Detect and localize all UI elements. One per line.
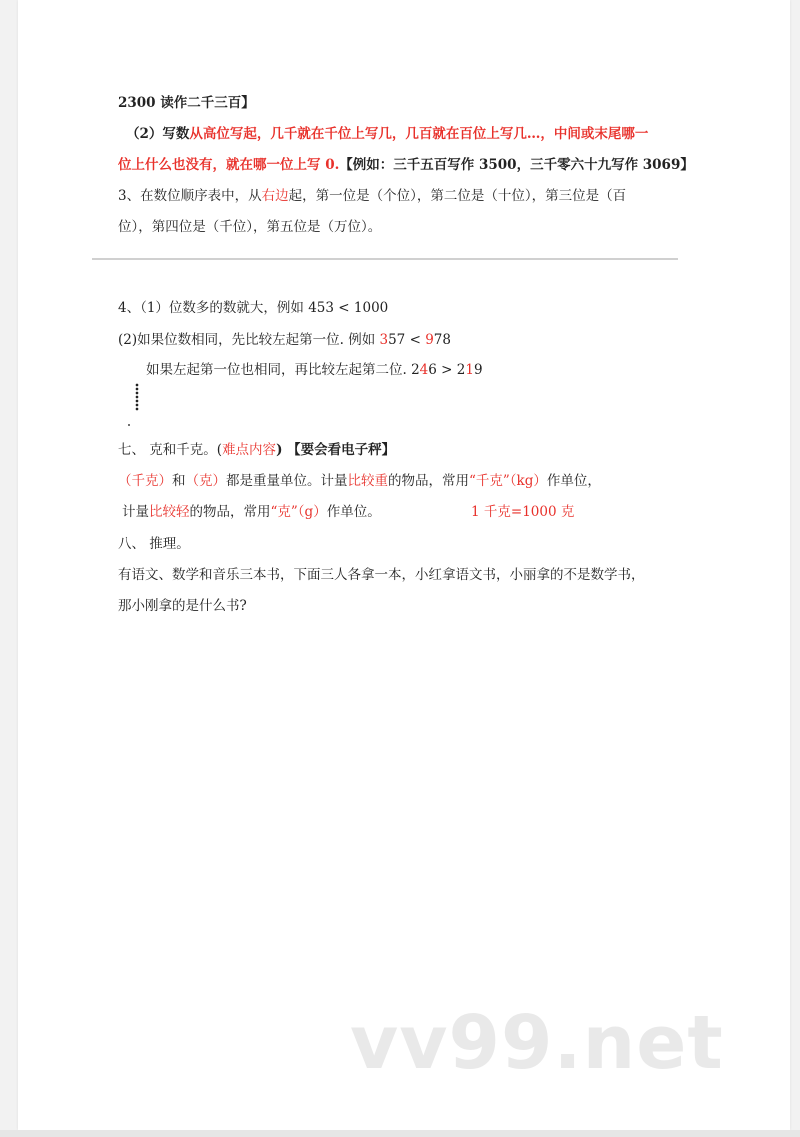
stray-dot bbox=[128, 424, 130, 426]
section-7-heading: 七、 克和千克。(难点内容) 【要会看电子秤】 bbox=[118, 442, 396, 458]
text-line-14: 那小刚拿的是什么书? bbox=[118, 598, 247, 614]
text-line-11: 计量比较轻的物品，常用“克”（g）作单位。 bbox=[122, 504, 381, 520]
text-line-13: 有语文、数学和音乐三本书，下面三人各拿一本，小红拿语文书，小丽拿的不是数学书， bbox=[118, 567, 645, 583]
text-line-1: 2300 读作二千三百】 bbox=[118, 95, 255, 111]
conversion-note: 1 千克=1000 克 bbox=[471, 504, 575, 520]
vertical-ellipsis bbox=[135, 383, 139, 411]
text-line-2: （2）写数从高位写起，几千就在千位上写几，几百就在百位上写几…，中间或末尾哪一 bbox=[126, 126, 649, 142]
text-line-7: (2)如果位数相同，先比较左起第一位. 例如 357 < 978 bbox=[118, 332, 451, 348]
text-line-8: 如果左起第一位也相同，再比较左起第二位. 246 > 219 bbox=[146, 362, 483, 378]
watermark-text: vv99.net bbox=[350, 1000, 724, 1086]
text-line-3: 位上什么也没有，就在哪一位上写 0.【例如：三千五百写作 3500，三千零六十九写作 3069】 bbox=[118, 157, 694, 173]
bottom-scroll-edge bbox=[0, 1130, 800, 1137]
section-8-heading: 八、 推理。 bbox=[118, 536, 190, 552]
text-line-10: （千克）和（克）都是重量单位。计量比较重的物品，常用“千克”（kg）作单位， bbox=[118, 473, 601, 489]
text-line-6: 4、（1）位数多的数就大，例如 453 < 1000 bbox=[118, 300, 389, 316]
text-line-5: 位），第四位是（千位），第五位是（万位）。 bbox=[118, 219, 382, 235]
section-divider bbox=[92, 258, 678, 260]
text-line-4: 3、在数位顺序表中，从右边起，第一位是（个位），第二位是（十位），第三位是（百 bbox=[118, 188, 627, 204]
